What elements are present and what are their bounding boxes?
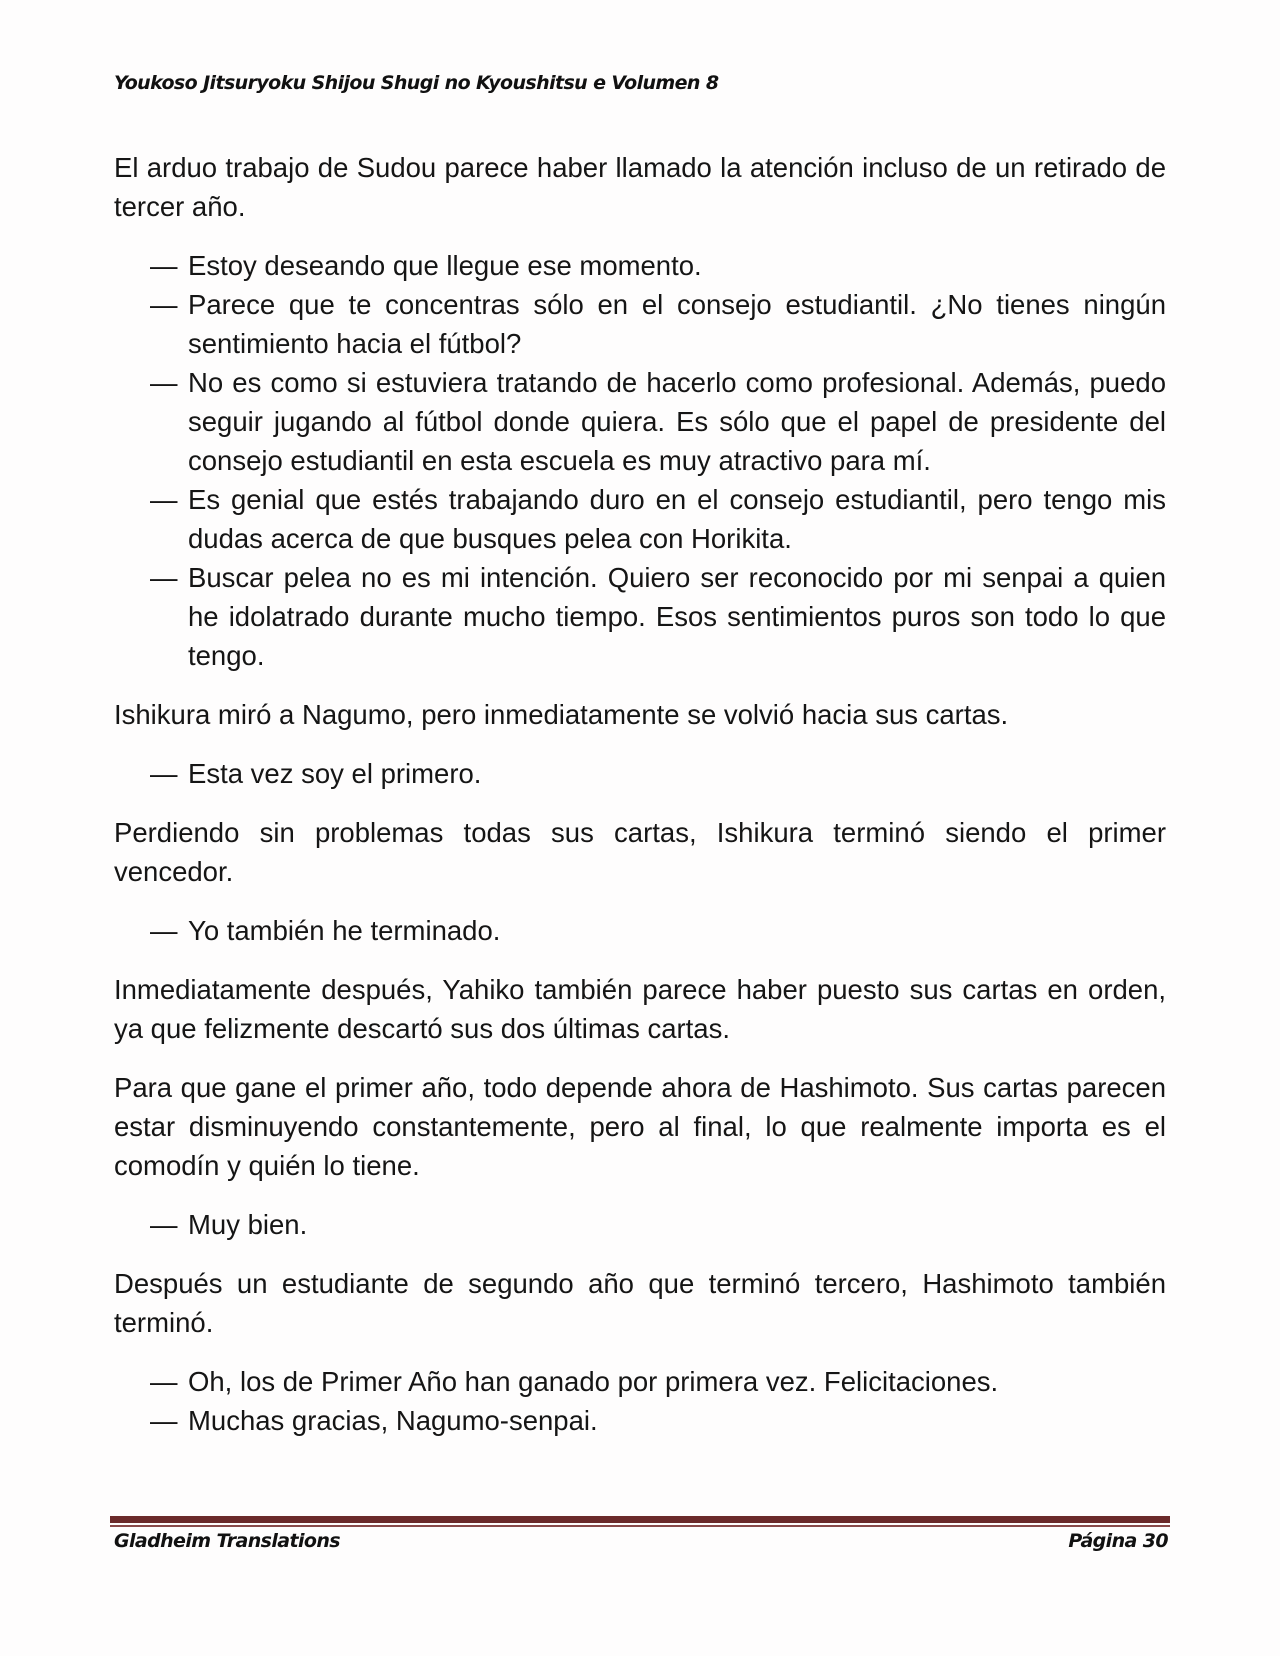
footer-publisher: Gladheim Translations xyxy=(114,1530,340,1552)
dialogue-group xyxy=(114,246,1166,675)
dialogue-line: — Parece que te concentras sólo en el consejo estudiantil. ¿No tienes ningún sentimiento hacia el fútbol? xyxy=(114,285,1166,363)
paragraph: Después un estudiante de segundo año que terminó tercero, Hashimoto también terminó. xyxy=(114,1268,1166,1338)
dialogue-group xyxy=(114,1205,1166,1244)
paragraph: Para que gane el primer año, todo depende ahora de Hashimoto. Sus cartas parecen estar disminuyendo constantemente, pero al final, lo que realmente importa es el comodín y quién lo tiene. xyxy=(114,1072,1166,1181)
dialogue-line: — No es como si estuviera tratando de hacerlo como profesional. Además, puedo seguir jugando al fútbol donde quiera. Es sólo que el papel de presidente del consejo estudiantil en esta escuela es muy atractivo para mí. xyxy=(114,363,1166,480)
page-number: Página 30 xyxy=(1068,1530,1168,1552)
dialogue-line: — Esta vez soy el primero. xyxy=(114,754,1166,793)
dialogue-line: — Oh, los de Primer Año han ganado por primera vez. Felicitaciones. xyxy=(114,1362,1166,1401)
em-dash: — xyxy=(150,1405,178,1436)
em-dash: — xyxy=(150,289,178,320)
em-dash: — xyxy=(150,1366,178,1397)
em-dash: — xyxy=(150,484,178,515)
dialogue-group xyxy=(114,754,1166,793)
dialogue-line: — Yo también he terminado. xyxy=(114,911,1166,950)
dialogue-line: — Buscar pelea no es mi intención. Quiero ser reconocido por mi senpai a quien he idolatrado durante mucho tiempo. Esos sentimientos puros son todo lo que tengo. xyxy=(114,558,1166,675)
paragraph: Perdiendo sin problemas todas sus cartas, Ishikura terminó siendo el primer vencedor. xyxy=(114,817,1166,887)
dialogue-line: — Estoy deseando que llegue ese momento. xyxy=(114,246,1166,285)
paragraph: Ishikura miró a Nagumo, pero inmediatamente se volvió hacia sus cartas. xyxy=(114,699,1009,730)
paragraph: Inmediatamente después, Yahiko también parece haber puesto sus cartas en orden, ya que felizmente descartó sus dos últimas cartas. xyxy=(114,974,1166,1044)
em-dash: — xyxy=(150,915,178,946)
dialogue-group xyxy=(114,1362,1166,1440)
dialogue-line: — Muchas gracias, Nagumo-senpai. xyxy=(114,1401,1166,1440)
page-body xyxy=(114,148,1166,1460)
footer-divider xyxy=(110,1516,1170,1523)
em-dash: — xyxy=(150,562,178,593)
em-dash: — xyxy=(150,758,178,789)
footer-divider-thin xyxy=(110,1525,1170,1527)
em-dash: — xyxy=(150,367,178,398)
dialogue-line: — Muy bien. xyxy=(114,1205,1166,1244)
paragraph: El arduo trabajo de Sudou parece haber llamado la atención incluso de un retirado de tercer año. xyxy=(114,152,1166,222)
em-dash: — xyxy=(150,250,178,281)
running-header: Youkoso Jitsuryoku Shijou Shugi no Kyoushitsu e Volumen 8 xyxy=(114,72,719,94)
em-dash: — xyxy=(150,1209,178,1240)
dialogue-line: — Es genial que estés trabajando duro en el consejo estudiantil, pero tengo mis dudas acerca de que busques pelea con Horikita. xyxy=(114,480,1166,558)
dialogue-group xyxy=(114,911,1166,950)
